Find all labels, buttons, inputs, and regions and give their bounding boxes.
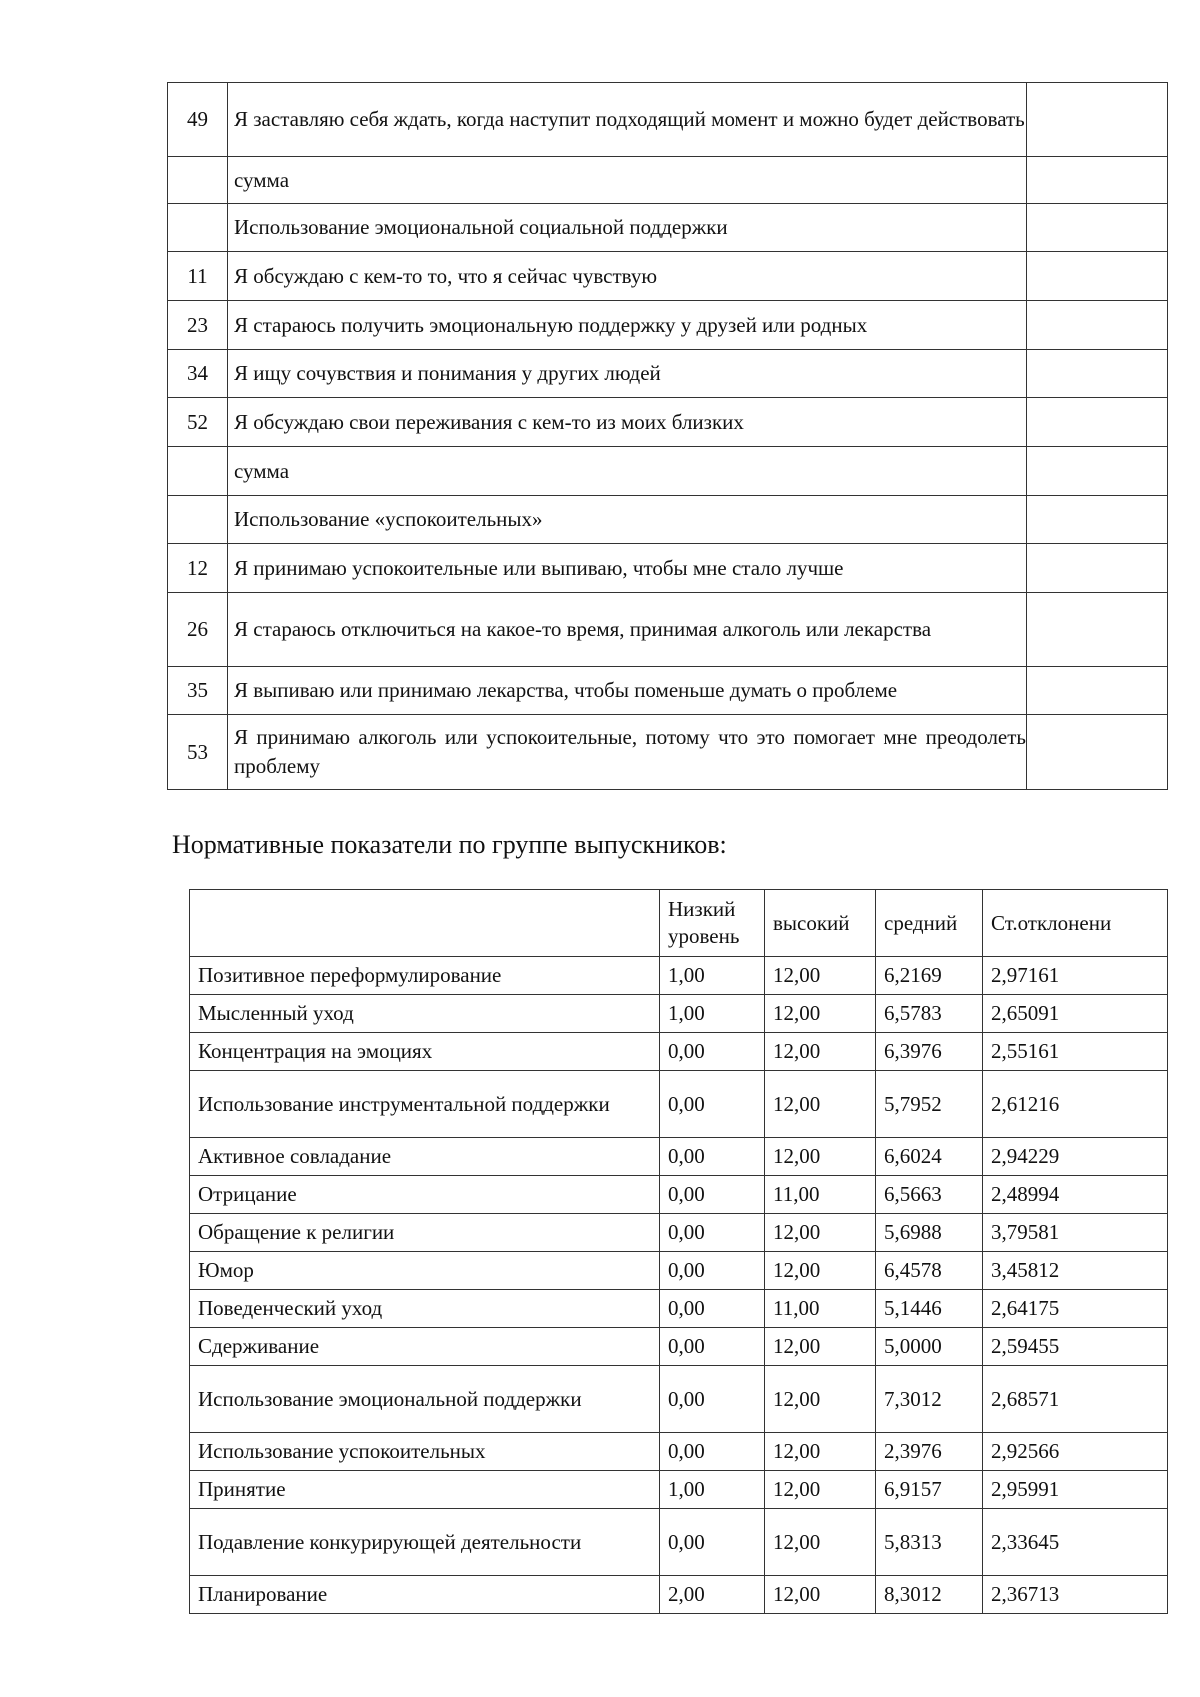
mean-value: 2,3976 bbox=[876, 1433, 983, 1471]
high-value: 12,00 bbox=[765, 1328, 876, 1366]
item-text: сумма bbox=[228, 447, 1027, 496]
scale-name: Планирование bbox=[190, 1576, 660, 1614]
low-value: 2,00 bbox=[660, 1576, 765, 1614]
scale-name: Мысленный уход bbox=[190, 995, 660, 1033]
scale-name: Использование успокоительных bbox=[190, 1433, 660, 1471]
mean-value: 5,7952 bbox=[876, 1071, 983, 1138]
mean-value: 6,5663 bbox=[876, 1176, 983, 1214]
low-value: 0,00 bbox=[660, 1176, 765, 1214]
mean-value: 5,8313 bbox=[876, 1509, 983, 1576]
sd-value: 2,95991 bbox=[983, 1471, 1168, 1509]
header-scale bbox=[190, 890, 660, 957]
mean-value: 6,9157 bbox=[876, 1471, 983, 1509]
low-value: 1,00 bbox=[660, 995, 765, 1033]
sd-value: 2,97161 bbox=[983, 957, 1168, 995]
scale-name: Поведенческий уход bbox=[190, 1290, 660, 1328]
item-number: 35 bbox=[168, 667, 228, 715]
low-value: 0,00 bbox=[660, 1252, 765, 1290]
high-value: 12,00 bbox=[765, 1138, 876, 1176]
scale-name: Активное совладание bbox=[190, 1138, 660, 1176]
item-row bbox=[168, 204, 1168, 252]
item-score-cell bbox=[1027, 447, 1168, 496]
sd-value: 2,92566 bbox=[983, 1433, 1168, 1471]
sd-value: 2,48994 bbox=[983, 1176, 1168, 1214]
mean-value: 6,2169 bbox=[876, 957, 983, 995]
high-value: 12,00 bbox=[765, 1366, 876, 1433]
scale-name: Обращение к религии bbox=[190, 1214, 660, 1252]
norms-header-row bbox=[190, 890, 1168, 957]
item-number: 52 bbox=[168, 398, 228, 447]
sd-value: 2,65091 bbox=[983, 995, 1168, 1033]
scale-name: Юмор bbox=[190, 1252, 660, 1290]
norms-row bbox=[190, 1471, 1168, 1509]
item-number bbox=[168, 204, 228, 252]
item-number: 12 bbox=[168, 544, 228, 593]
item-text: Я ищу сочувствия и понимания у других людей bbox=[228, 350, 1027, 398]
item-score-cell bbox=[1027, 83, 1168, 157]
item-number: 11 bbox=[168, 252, 228, 301]
item-score-cell bbox=[1027, 157, 1168, 204]
norms-row bbox=[190, 1214, 1168, 1252]
scale-name: Сдерживание bbox=[190, 1328, 660, 1366]
item-score-cell bbox=[1027, 301, 1168, 350]
coping-items-table bbox=[167, 82, 1168, 790]
sd-value: 2,94229 bbox=[983, 1138, 1168, 1176]
item-text: Я стараюсь отключиться на какое-то время, принимая алкоголь или лекарства bbox=[228, 593, 1027, 667]
sd-value: 2,64175 bbox=[983, 1290, 1168, 1328]
item-number: 23 bbox=[168, 301, 228, 350]
high-value: 12,00 bbox=[765, 1509, 876, 1576]
mean-value: 6,6024 bbox=[876, 1138, 983, 1176]
sd-value: 2,55161 bbox=[983, 1033, 1168, 1071]
header-high: высокий bbox=[765, 890, 876, 957]
item-number bbox=[168, 447, 228, 496]
norms-body bbox=[190, 890, 1168, 1614]
norms-row bbox=[190, 1138, 1168, 1176]
norms-row bbox=[190, 1433, 1168, 1471]
item-text: Я стараюсь получить эмоциональную поддержку у друзей или родных bbox=[228, 301, 1027, 350]
item-row bbox=[168, 447, 1168, 496]
high-value: 12,00 bbox=[765, 1252, 876, 1290]
item-row bbox=[168, 350, 1168, 398]
item-row bbox=[168, 398, 1168, 447]
mean-value: 6,5783 bbox=[876, 995, 983, 1033]
low-value: 1,00 bbox=[660, 957, 765, 995]
sd-value: 2,36713 bbox=[983, 1576, 1168, 1614]
high-value: 12,00 bbox=[765, 1433, 876, 1471]
norms-row bbox=[190, 1328, 1168, 1366]
item-row bbox=[168, 667, 1168, 715]
low-value: 0,00 bbox=[660, 1214, 765, 1252]
mean-value: 5,6988 bbox=[876, 1214, 983, 1252]
sd-value: 2,33645 bbox=[983, 1509, 1168, 1576]
norms-heading: Нормативные показатели по группе выпускников: bbox=[172, 830, 727, 859]
high-value: 12,00 bbox=[765, 1471, 876, 1509]
high-value: 12,00 bbox=[765, 995, 876, 1033]
header-low: Низкий уровень bbox=[660, 890, 765, 957]
high-value: 12,00 bbox=[765, 1033, 876, 1071]
item-score-cell bbox=[1027, 544, 1168, 593]
item-number bbox=[168, 496, 228, 544]
item-row bbox=[168, 301, 1168, 350]
low-value: 0,00 bbox=[660, 1366, 765, 1433]
item-number: 26 bbox=[168, 593, 228, 667]
sd-value: 2,68571 bbox=[983, 1366, 1168, 1433]
norms-row bbox=[190, 995, 1168, 1033]
item-row bbox=[168, 252, 1168, 301]
norms-row bbox=[190, 957, 1168, 995]
low-value: 0,00 bbox=[660, 1071, 765, 1138]
item-text: Использование эмоциональной социальной поддержки bbox=[228, 204, 1027, 252]
norms-row bbox=[190, 1252, 1168, 1290]
item-score-cell bbox=[1027, 398, 1168, 447]
item-score-cell bbox=[1027, 715, 1168, 790]
item-text: Я обсуждаю с кем-то то, что я сейчас чувствую bbox=[228, 252, 1027, 301]
mean-value: 7,3012 bbox=[876, 1366, 983, 1433]
mean-value: 5,0000 bbox=[876, 1328, 983, 1366]
high-value: 12,00 bbox=[765, 1071, 876, 1138]
low-value: 1,00 bbox=[660, 1471, 765, 1509]
item-score-cell bbox=[1027, 593, 1168, 667]
norms-table bbox=[189, 889, 1168, 1614]
low-value: 0,00 bbox=[660, 1433, 765, 1471]
item-score-cell bbox=[1027, 496, 1168, 544]
item-text: Использование «успокоительных» bbox=[228, 496, 1027, 544]
low-value: 0,00 bbox=[660, 1033, 765, 1071]
item-score-cell bbox=[1027, 252, 1168, 301]
sd-value: 2,61216 bbox=[983, 1071, 1168, 1138]
high-value: 11,00 bbox=[765, 1176, 876, 1214]
item-number: 34 bbox=[168, 350, 228, 398]
header-sd: Ст.отклонени bbox=[983, 890, 1168, 957]
norms-row bbox=[190, 1071, 1168, 1138]
sd-value: 2,59455 bbox=[983, 1328, 1168, 1366]
mean-value: 6,3976 bbox=[876, 1033, 983, 1071]
header-mean: средний bbox=[876, 890, 983, 957]
norms-row bbox=[190, 1366, 1168, 1433]
sd-value: 3,45812 bbox=[983, 1252, 1168, 1290]
norms-row bbox=[190, 1290, 1168, 1328]
item-row bbox=[168, 157, 1168, 204]
mean-value: 5,1446 bbox=[876, 1290, 983, 1328]
item-number: 49 bbox=[168, 83, 228, 157]
norms-row bbox=[190, 1509, 1168, 1576]
item-row bbox=[168, 496, 1168, 544]
low-value: 0,00 bbox=[660, 1290, 765, 1328]
item-score-cell bbox=[1027, 350, 1168, 398]
mean-value: 8,3012 bbox=[876, 1576, 983, 1614]
scale-name: Использование эмоциональной поддержки bbox=[190, 1366, 660, 1433]
item-text: сумма bbox=[228, 157, 1027, 204]
item-row bbox=[168, 544, 1168, 593]
scale-name: Использование инструментальной поддержки bbox=[190, 1071, 660, 1138]
item-number bbox=[168, 157, 228, 204]
coping-items-body bbox=[168, 83, 1168, 790]
scale-name: Позитивное переформулирование bbox=[190, 957, 660, 995]
low-value: 0,00 bbox=[660, 1328, 765, 1366]
low-value: 0,00 bbox=[660, 1138, 765, 1176]
high-value: 12,00 bbox=[765, 1214, 876, 1252]
item-text: Я заставляю себя ждать, когда наступит подходящий момент и можно будет действовать bbox=[228, 83, 1027, 157]
item-score-cell bbox=[1027, 204, 1168, 252]
norms-row bbox=[190, 1176, 1168, 1214]
sd-value: 3,79581 bbox=[983, 1214, 1168, 1252]
scale-name: Подавление конкурирующей деятельности bbox=[190, 1509, 660, 1576]
item-text: Я обсуждаю свои переживания с кем-то из моих близких bbox=[228, 398, 1027, 447]
scale-name: Отрицание bbox=[190, 1176, 660, 1214]
item-text: Я принимаю успокоительные или выпиваю, чтобы мне стало лучше bbox=[228, 544, 1027, 593]
scale-name: Концентрация на эмоциях bbox=[190, 1033, 660, 1071]
norms-row bbox=[190, 1576, 1168, 1614]
high-value: 12,00 bbox=[765, 1576, 876, 1614]
item-score-cell bbox=[1027, 667, 1168, 715]
scale-name: Принятие bbox=[190, 1471, 660, 1509]
item-row bbox=[168, 593, 1168, 667]
item-number: 53 bbox=[168, 715, 228, 790]
mean-value: 6,4578 bbox=[876, 1252, 983, 1290]
high-value: 11,00 bbox=[765, 1290, 876, 1328]
item-row bbox=[168, 715, 1168, 790]
low-value: 0,00 bbox=[660, 1509, 765, 1576]
norms-row bbox=[190, 1033, 1168, 1071]
high-value: 12,00 bbox=[765, 957, 876, 995]
item-text: Я выпиваю или принимаю лекарства, чтобы поменьше думать о проблеме bbox=[228, 667, 1027, 715]
item-row bbox=[168, 83, 1168, 157]
item-text: Я принимаю алкоголь или успокоительные, потому что это помогает мне преодолеть проблему bbox=[228, 715, 1027, 790]
